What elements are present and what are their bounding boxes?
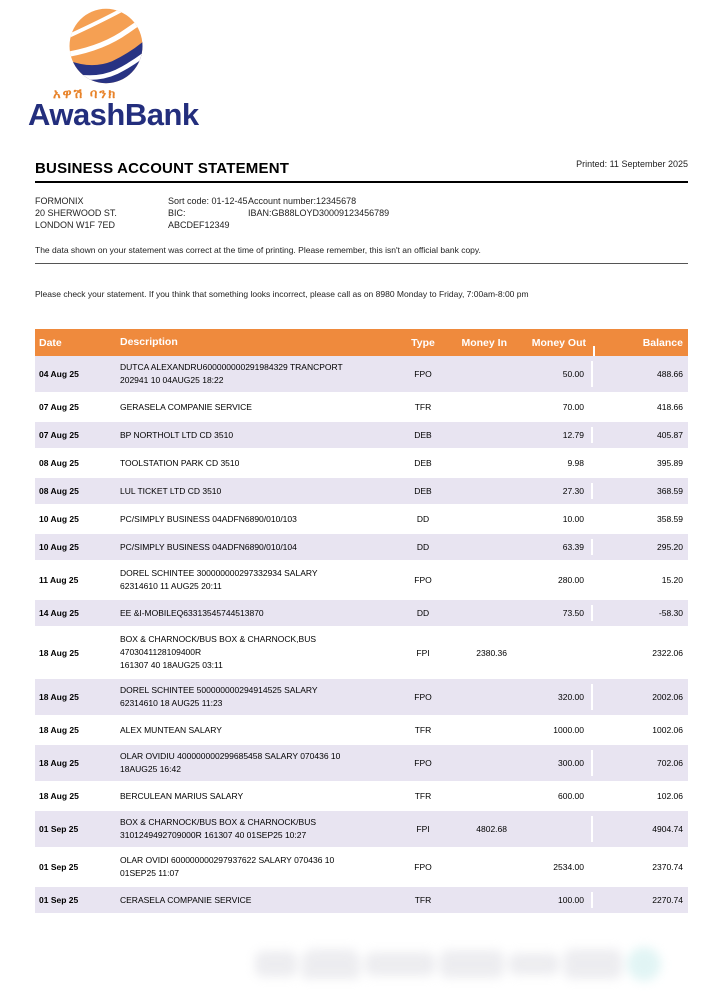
cell-balance: 2322.06: [652, 647, 683, 658]
description-line-1: BOX & CHARNOCK/BUS BOX & CHARNOCK/BUS: [120, 817, 317, 827]
check-statement-note: Please check your statement. If you think that something looks incorrect, please call as on 8980 Monday to Friday, 7:00am-8:00 pm: [35, 289, 529, 299]
cell-balance: 2370.74: [652, 862, 683, 872]
footer-watermark: [255, 938, 690, 990]
watermark-blob: [509, 953, 559, 975]
cell-description: [120, 485, 398, 498]
cell-money-out: 1000.00: [510, 722, 593, 738]
description-line-2: 62314610 11 AUG25 20:11: [120, 581, 222, 591]
description-line-1: CERASELA COMPANIE SERVICE: [120, 894, 252, 905]
table-row: [35, 717, 688, 745]
description-line-1: BERCULEAN MARIUS SALARY: [120, 790, 244, 801]
bank-name-amharic: አዋሽ ባንክ: [53, 86, 118, 101]
cell-money-out: 63.39: [510, 539, 593, 555]
description-line-2: 202941 10 04AUG25 18:22: [120, 375, 224, 385]
cell-type: FPO: [414, 575, 432, 585]
col-header-balance: Balance: [642, 336, 683, 349]
table-row: [35, 679, 688, 717]
cell-description: [120, 633, 398, 672]
cell-balance: 2270.74: [652, 895, 683, 905]
cell-type: DD: [416, 542, 430, 552]
cell-money-out: [510, 633, 593, 672]
col-header-money-in: Money In: [461, 336, 507, 349]
cell-description: [120, 457, 398, 470]
table-row: [35, 394, 688, 422]
cell-type: DEB: [414, 486, 432, 496]
address-line-2: LONDON W1F 7ED: [35, 220, 116, 230]
cell-money-out: 12.79: [510, 427, 593, 443]
cell-type: FPO: [414, 369, 432, 379]
cell-date: 18 Aug 25: [39, 647, 79, 658]
cell-type: DD: [416, 514, 430, 524]
cell-balance: 358.59: [657, 514, 683, 524]
cell-balance: 395.89: [657, 458, 683, 468]
cell-date: 07 Aug 25: [39, 402, 79, 412]
cell-description: [120, 790, 398, 803]
cell-money-out: 280.00: [510, 567, 593, 593]
cell-date: 18 Aug 25: [39, 725, 79, 735]
description-line-1: DOREL SCHINTEE 500000000294914525 SALARY: [120, 685, 318, 695]
description-line-2: 01SEP25 11:07: [120, 868, 179, 878]
cell-description: [120, 607, 398, 620]
table-row: [35, 506, 688, 534]
sort-code: Sort code: 01-12-45: [168, 196, 248, 206]
cell-description: [120, 567, 398, 593]
cell-balance: 295.20: [657, 542, 683, 552]
cell-balance: 418.66: [657, 402, 683, 412]
description-line-1: DOREL SCHINTEE 300000000297332934 SALARY: [120, 568, 318, 578]
table-row: [35, 356, 688, 394]
description-line-1: BP NORTHOLT LTD CD 3510: [120, 429, 234, 440]
cell-type: FPO: [414, 692, 432, 702]
title-divider: [35, 181, 688, 183]
watermark-blob: [365, 952, 435, 976]
cell-date: 08 Aug 25: [39, 486, 79, 496]
cell-balance: 2002.06: [652, 692, 683, 702]
cell-balance: 488.66: [657, 369, 683, 379]
cell-description: [120, 894, 398, 907]
printed-date: Printed: 11 September 2025: [576, 159, 688, 169]
account-number: Account number:12345678: [248, 196, 357, 206]
bic: BIC: ABCDEF12349: [168, 208, 230, 230]
cell-money-out: 600.00: [510, 788, 593, 804]
cell-date: 08 Aug 25: [39, 458, 79, 468]
cell-date: 11 Aug 25: [39, 575, 79, 585]
watermark-blob: [440, 950, 504, 978]
col-header-date: Date: [39, 336, 62, 349]
cell-balance: 4904.74: [652, 824, 683, 834]
cell-type: FPO: [414, 862, 432, 872]
description-line-1: PC/SIMPLY BUSINESS 04ADFN6890/010/104: [120, 541, 297, 552]
cell-description: [120, 684, 398, 710]
cell-money-in: 2380.36: [476, 647, 507, 658]
table-row: [35, 422, 688, 450]
cell-description: [120, 361, 398, 387]
cell-description: [120, 429, 398, 442]
description-line-1: OLAR OVIDIU 400000000299685458 SALARY 070436 10: [120, 751, 341, 761]
account-holder-name: FORMONIX: [35, 196, 84, 206]
page-title: BUSINESS ACCOUNT STATEMENT: [35, 160, 290, 177]
cell-type: TFR: [414, 402, 432, 412]
cell-money-out: 320.00: [510, 684, 593, 710]
cell-type: DD: [416, 608, 430, 618]
cell-money-out: [510, 816, 593, 842]
cell-balance: 102.06: [657, 791, 683, 801]
cell-money-out: 9.98: [510, 455, 593, 471]
description-line-1: PC/SIMPLY BUSINESS 04ADFN6890/010/103: [120, 513, 297, 524]
cell-description: [120, 854, 398, 880]
watermark-blob: [564, 949, 622, 979]
table-row: [35, 745, 688, 783]
table-row: [35, 450, 688, 478]
cell-date: 18 Aug 25: [39, 791, 79, 801]
cell-type: TFR: [414, 725, 432, 735]
cell-money-out: 2534.00: [510, 854, 593, 880]
cell-description: [120, 541, 398, 554]
watermark-blob: [627, 947, 661, 981]
table-row: [35, 849, 688, 887]
description-line-1: BOX & CHARNOCK/BUS BOX & CHARNOCK,BUS 4703041128109400R: [120, 634, 317, 657]
account-numbers-block: [168, 195, 389, 231]
cell-money-out: 27.30: [510, 483, 593, 499]
cell-date: 10 Aug 25: [39, 542, 79, 552]
cell-balance: 405.87: [657, 430, 683, 440]
cell-money-in: 4802.68: [476, 824, 507, 834]
cell-balance: 702.06: [657, 758, 683, 768]
cell-date: 01 Sep 25: [39, 824, 79, 834]
cell-description: [120, 513, 398, 526]
col-header-description: Description: [120, 336, 178, 348]
cell-type: FPI: [416, 647, 430, 658]
table-row: [35, 478, 688, 506]
col-header-money-out: Money Out: [531, 336, 586, 349]
description-line-1: DUTCA ALEXANDRU600000000291984329 TRANCPORT: [120, 362, 343, 372]
address-line-1: 20 SHERWOOD ST.: [35, 208, 117, 218]
cell-date: 04 Aug 25: [39, 369, 79, 379]
table-row: [35, 628, 688, 679]
cell-type: DEB: [414, 458, 432, 468]
awash-bank-globe-icon: [68, 6, 144, 86]
cell-description: [120, 724, 398, 737]
transactions-table: [35, 329, 688, 915]
cell-description: [120, 816, 398, 842]
cell-type: DEB: [414, 430, 432, 440]
cell-date: 14 Aug 25: [39, 608, 79, 618]
table-row: [35, 811, 688, 849]
col-header-type: Type: [411, 336, 435, 349]
cell-money-out: 300.00: [510, 750, 593, 776]
table-row: [35, 562, 688, 600]
watermark-blob: [302, 949, 360, 979]
cell-type: TFR: [414, 895, 432, 905]
table-row: [35, 600, 688, 628]
cell-description: [120, 750, 398, 776]
table-header-row: [35, 329, 688, 356]
bank-name: AwashBank: [28, 97, 199, 132]
cell-money-out: 50.00: [510, 361, 593, 387]
description-line-1: TOOLSTATION PARK CD 3510: [120, 457, 240, 468]
cell-money-out: 100.00: [510, 892, 593, 908]
account-address-block: [35, 195, 117, 231]
watermark-blob: [255, 951, 297, 977]
description-line-1: ALEX MUNTEAN SALARY: [120, 724, 222, 735]
cell-date: 01 Sep 25: [39, 895, 79, 905]
description-line-1: GERASELA COMPANIE SERVICE: [120, 401, 252, 412]
description-line-1: OLAR OVIDI 600000000297937622 SALARY 070436 10: [120, 855, 335, 865]
description-line-1: LUL TICKET LTD CD 3510: [120, 485, 222, 496]
cell-balance: -58.30: [658, 608, 683, 618]
table-row: [35, 783, 688, 811]
cell-money-out: 10.00: [510, 511, 593, 527]
description-line-2: 161307 40 18AUG25 03:11: [120, 660, 223, 670]
cell-date: 10 Aug 25: [39, 514, 79, 524]
cell-money-out: 70.00: [510, 399, 593, 415]
cell-date: 18 Aug 25: [39, 758, 79, 768]
cell-balance: 1002.06: [652, 725, 683, 735]
cell-type: TFR: [414, 791, 432, 801]
description-line-2: 18AUG25 16:42: [120, 764, 181, 774]
table-row: [35, 887, 688, 915]
cell-type: FPI: [416, 824, 430, 834]
description-line-1: EE &I-MOBILEQ63313545744513870: [120, 607, 264, 618]
cell-description: [120, 401, 398, 414]
cell-date: 07 Aug 25: [39, 430, 79, 440]
cell-balance: 368.59: [657, 486, 683, 496]
cell-balance: 15.20: [661, 575, 683, 585]
column-separator-tick: [593, 346, 595, 356]
table-row: [35, 534, 688, 562]
description-line-2: 62314610 18 AUG25 11:23: [120, 698, 223, 708]
disclaimer-note: The data shown on your statement was correct at the time of printing. Please remember, this isn't an official bank copy.: [35, 245, 688, 264]
cell-type: FPO: [414, 758, 432, 768]
description-line-2: 3101249492709000R 161307 40 01SEP25 10:27: [120, 830, 307, 840]
table-body: [35, 356, 688, 915]
cell-date: 18 Aug 25: [39, 692, 79, 702]
cell-date: 01 Sep 25: [39, 862, 79, 872]
cell-money-out: 73.50: [510, 605, 593, 621]
iban: IBAN:GB88LOYD30009123456789: [248, 208, 390, 218]
